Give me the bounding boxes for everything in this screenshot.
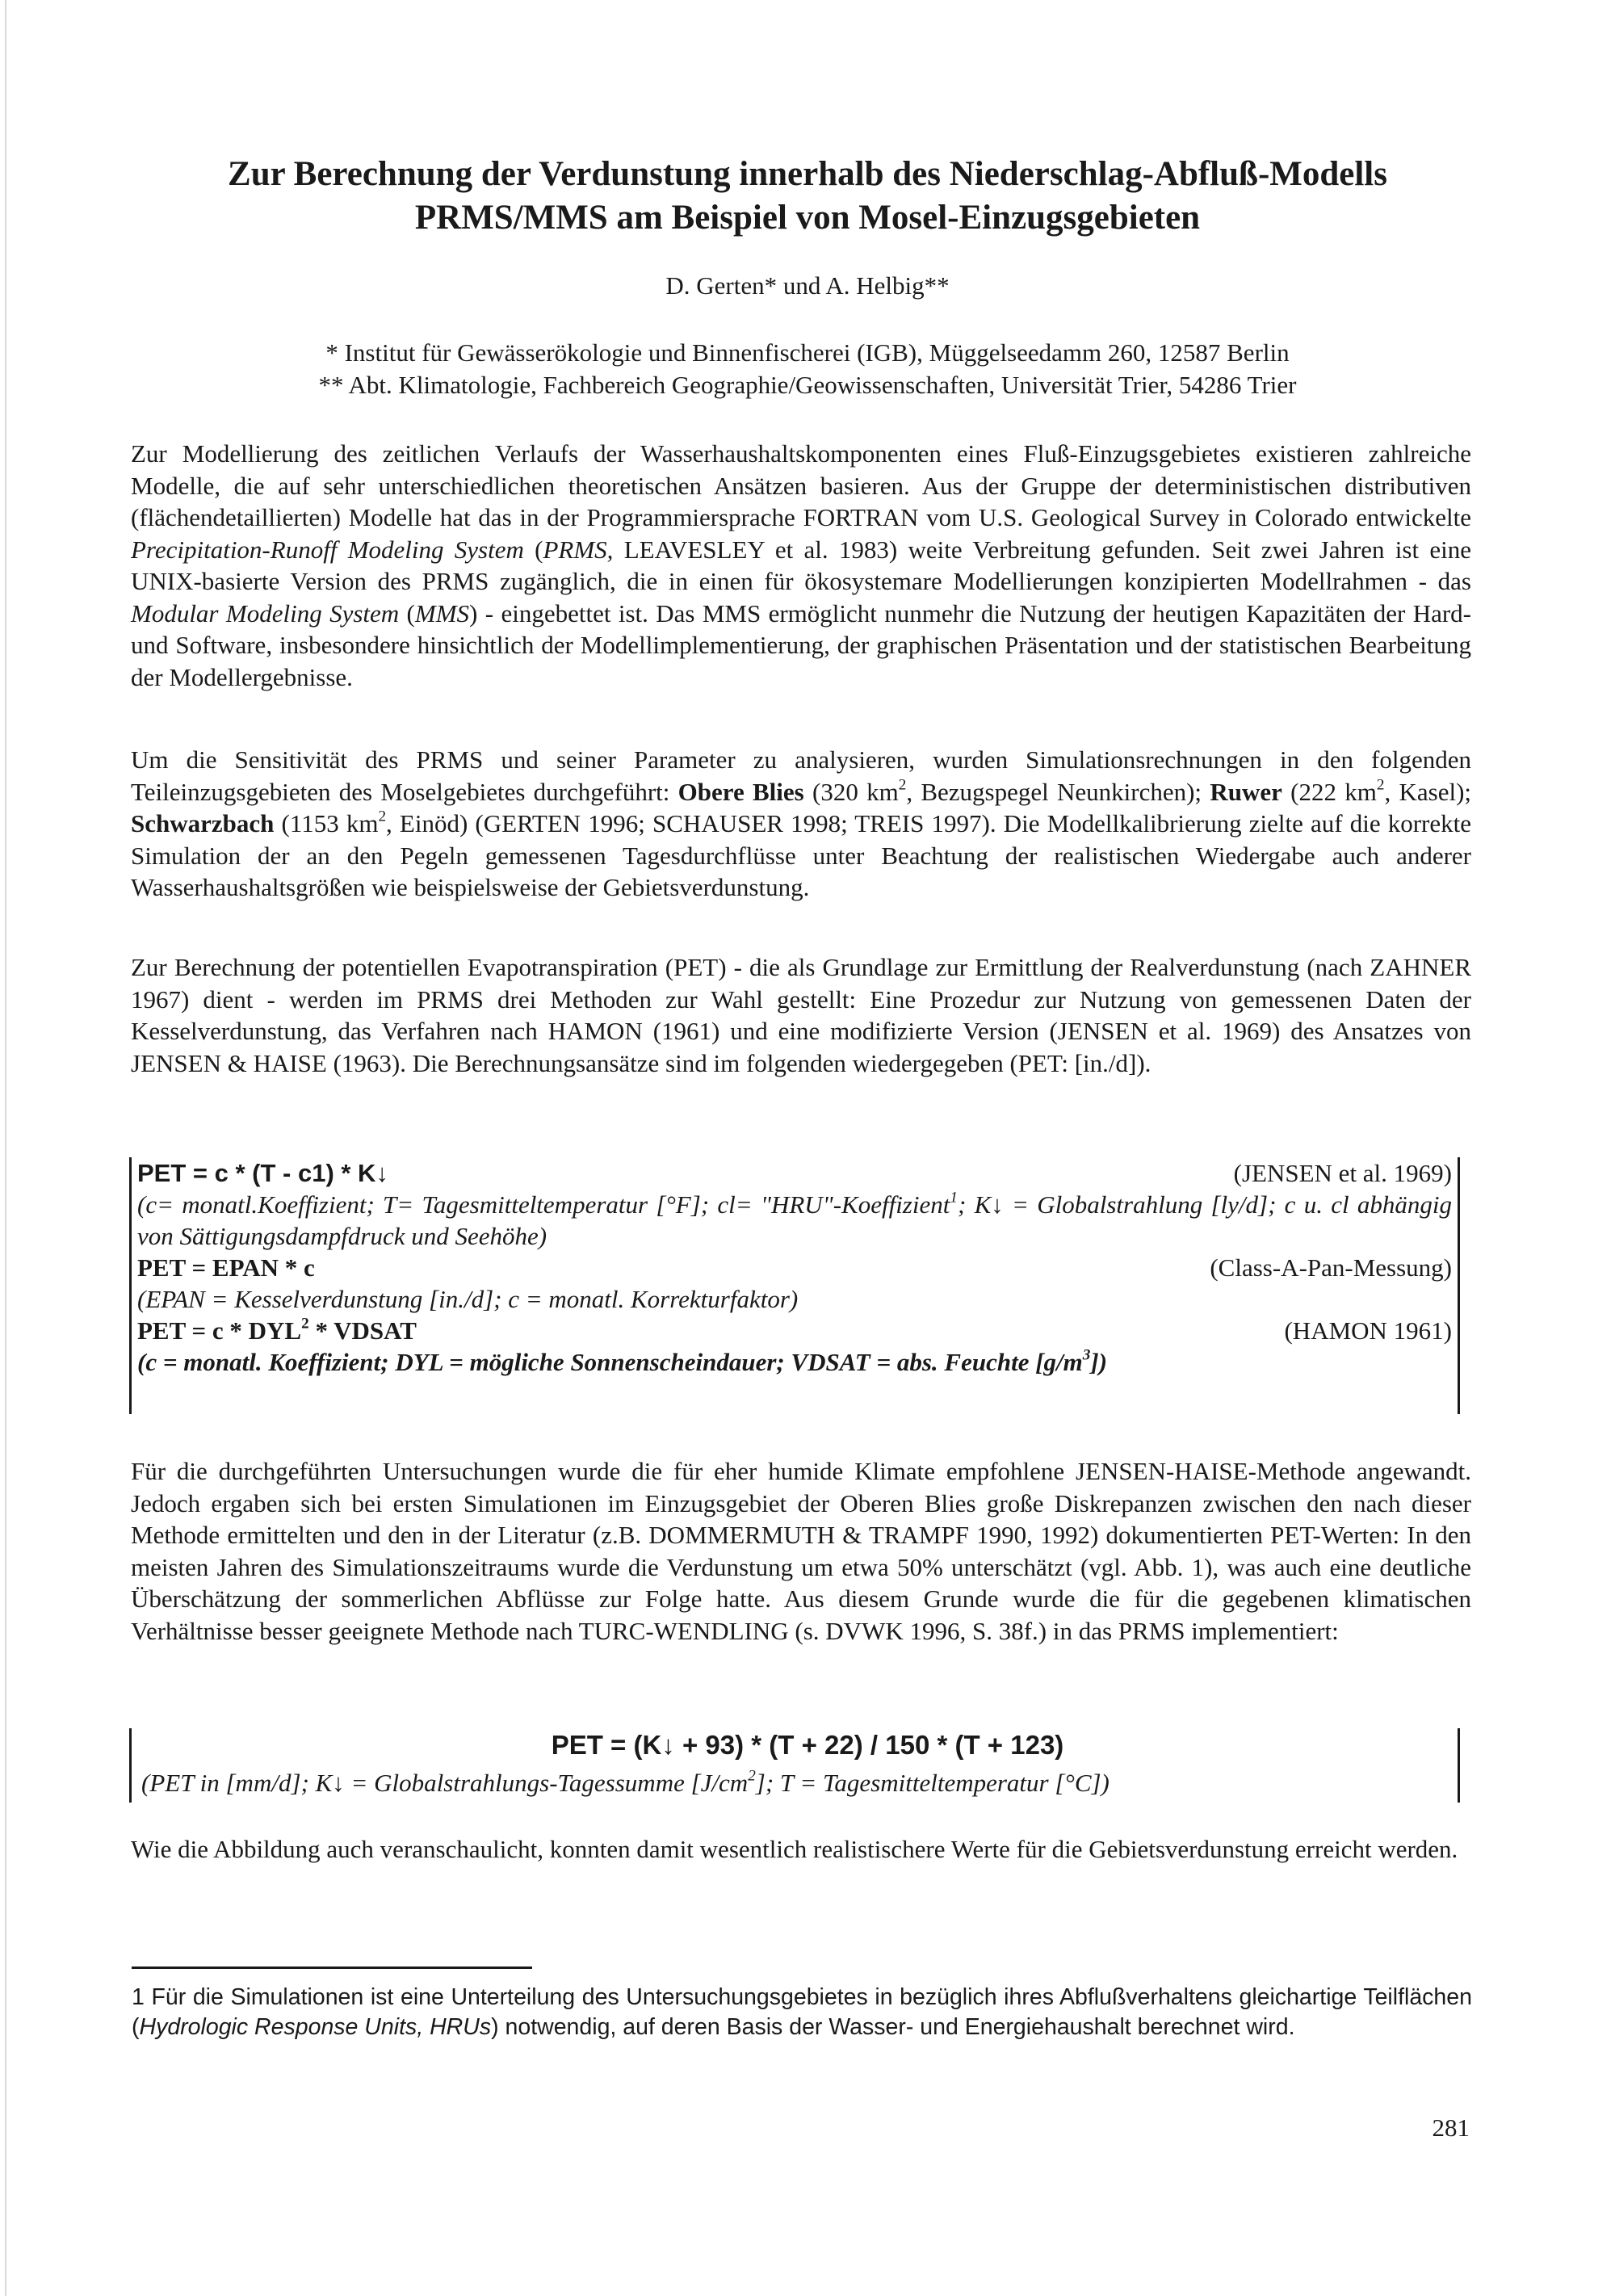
hamon-eq-sup: 2: [301, 1315, 309, 1333]
jensen-note-footnote-marker: 1: [950, 1189, 958, 1207]
paragraph-study-areas: [131, 744, 1471, 904]
p1-prms-name: Precipitation-Runoff Modeling System: [131, 535, 524, 564]
p2-sup-2: 2: [1376, 776, 1385, 794]
paragraph-conclusion: Wie die Abbildung auch veranschaulicht, konnten damit wesentlich realistischere Werte für die Gebietsverdunstung erreicht werden.: [131, 1835, 1458, 1863]
formula-block-right-bar: [1458, 1157, 1460, 1414]
formula-jensen-note: [137, 1189, 1452, 1252]
formula-epan-row: [137, 1252, 1452, 1283]
formula-jensen-row: [137, 1157, 1452, 1189]
p1-text-c: (: [523, 535, 543, 564]
p1-text-a: Zur Modellierung des zeitlichen Verlaufs der Wasserhaushaltskomponenten eines Fluß-Einzugsgebietes existieren zahlreiche Modelle, die auf sehr unterschiedlichen theoretischen Ansätzen basieren. Aus der Gruppe der deterministischen distributiven (flächendetaillierten) Modelle hat das in der Programmiersprache FORTRAN vom U.S. Geological Survey in Colorado entwickelte: [131, 439, 1471, 531]
p1-text-g: (: [399, 598, 415, 628]
formula-turc-wendling: PET = (K↓ + 93) * (T + 22) / 150 * (T + 123): [551, 1730, 1064, 1760]
affiliation-2: ** Abt. Klimatologie, Fachbereich Geographie/Geowissenschaften, Universität Trier, 54286 Trier: [318, 371, 1297, 399]
formula-hamon-ref: (HAMON 1961): [1284, 1316, 1452, 1345]
formula-hamon-row: [137, 1315, 1452, 1346]
formula-epan-note: (EPAN = Kesselverdunstung [in./d]; c = monatl. Korrekturfaktor): [137, 1285, 799, 1313]
formula-hamon: [137, 1315, 417, 1346]
p1-prms-abbr: PRMS,: [543, 535, 614, 564]
formula-jensen: PET = c * (T - c1) * K↓: [137, 1159, 388, 1187]
turc-note-b: ]; T = Tagesmitteltemperatur [°C]): [755, 1769, 1110, 1797]
catchment-schwarzbach: Schwarzbach: [131, 809, 275, 837]
footnote-1: [132, 1983, 1472, 2042]
p1-mms-name: Modular Modeling System: [131, 598, 400, 628]
formula-block: [137, 1157, 1452, 1378]
authors: D. Gerten* und A. Helbig**: [665, 271, 950, 300]
turc-note-sup: 2: [748, 1767, 756, 1785]
affiliation-1: * Institut für Gewässerökologie und Binnenfischerei (IGB), Müggelseedamm 260, 12587 Berlin: [325, 338, 1290, 367]
footnote-separator: [132, 1967, 532, 1969]
p1-text-e: LEAVESLEY et al. 1983) weite Verbreitung gefunden. Seit zwei Jahren ist eine UNIX-basierte Version des PRMS zugänglich, die in einen für ökosystemare Modellierungen konzipierten Modellrahmen - das: [131, 535, 1472, 595]
p2-sup-1: 2: [898, 776, 907, 794]
jensen-note-a: (c= monatl.Koeffizient; T= Tagesmitteltemperatur [°F]; cl= "HRU"-Koeffizient: [137, 1190, 950, 1219]
formula-turc-note: [141, 1767, 1474, 1799]
p2-text-d: , Bezugspegel Neunkirchen);: [906, 777, 1210, 806]
hamon-eq-a: PET = c * DYL: [137, 1316, 302, 1345]
paragraph-turc-rationale: Für die durchgeführten Untersuchungen wurde die für eher humide Klimate empfohlene JENSEN-HAISE-Methode angewandt. Jedoch ergaben sich bei ersten Simulationen im Einzugsgebiet der Oberen Blies große Diskrepanzen zwischen den nach dieser Methode ermittelten und den in der Literatur (z.B. DOMMERMUTH & TRAMPF 1990, 1992) dokumentierten PET-Werten: In den meisten Jahren des Simulationszeitraums wurde die Verdunstung um etwa 50% unterschätzt (vgl. Abb. 1), was auch eine deutliche Überschätzung der sommerlichen Abflüsse zur Folge hatte. Aus diesem Grunde wurde die für die gegebenen klimatischen Verhältnisse besser geeignete Methode nach TURC-WENDLING (s. DVWK 1996, S. 38f.) in das PRMS implementiert:: [131, 1457, 1471, 1645]
paragraph-pet-methods: Zur Berechnung der potentiellen Evapotranspiration (PET) - die als Grundlage zur Ermittlung der Realverdunstung (nach ZAHNER 1967) dient - werden im PRMS drei Methoden zur Wahl gestellt: Eine Prozedur zur Nutzung von gemessenen Daten der Kesselverdunstung, das Verfahren nach HAMON (1961) und eine modifizierte Version (JENSEN et al. 1969) des Ansatzes von JENSEN & HAISE (1963). Die Berechnungsansätze sind im folgenden wiedergegeben (PET: [in./d]).: [131, 953, 1471, 1077]
p2-sup-3: 2: [378, 808, 387, 825]
hamon-note-a: (c = monatl. Koeffizient; DYL = mögliche Sonnenscheindauer; VDSAT = abs. Feuchte [g/m: [137, 1348, 1083, 1376]
page-number: 281: [1432, 2113, 1470, 2142]
turc-note-a: (PET in [mm/d]; K↓ = Globalstrahlungs-Tagessumme [J/cm: [141, 1769, 749, 1797]
hamon-note-b: ]): [1090, 1348, 1108, 1376]
paragraph-intro: [131, 438, 1471, 693]
p2-text-f: (222 km: [1282, 777, 1377, 806]
scan-edge-line: [5, 0, 6, 2296]
p2-text-a: Um die Sensitivität des PRMS und seiner Parameter zu analysieren, wurden Simulationsrechnungen in den folgenden Teileinzugsgebieten des Moselgebietes durchgeführt:: [131, 745, 1471, 806]
p2-text-j: , Einöd) (GERTEN 1996; SCHAUSER 1998; TREIS 1997). Die Modellkalibrierung zielte auf die korrekte Simulation der an den Pegeln gemessenen Tagesdurchflüsse unter Beachtung der realistischen Wiedergabe auch anderer Wasserhaushaltsgrößen wie beispielsweise der Gebietsverdunstung.: [131, 809, 1471, 901]
hamon-eq-b: * VDSAT: [308, 1316, 417, 1345]
catchment-ruwer: Ruwer: [1210, 777, 1282, 806]
hamon-note-sup: 3: [1082, 1346, 1091, 1364]
formula-block-left-bar: [129, 1157, 132, 1414]
footnote-number: 1: [132, 1984, 145, 2010]
formula-jensen-ref: (JENSEN et al. 1969): [1233, 1159, 1452, 1187]
paper-title-line-2: PRMS/MMS am Beispiel von Mosel-Einzugsgebieten: [414, 199, 1201, 237]
footnote-text-a: Für die Simulationen ist eine Unterteilung des Untersuchungsgebietes in bezüglich ihres Abflußverhaltens gleichartige Teilflächen (: [132, 1984, 1472, 2040]
formula-hamon-note: [137, 1346, 1452, 1378]
p2-text-i: (1153 km: [274, 809, 379, 837]
jensen-note-b: ; K↓ = Globalstrahlung [ly/d]; c u. cl abhängig von Sättigungsdampfdruck und Seehöhe): [137, 1190, 1452, 1250]
p2-text-c: (320 km: [803, 777, 899, 806]
catchment-obere-blies: Obere Blies: [677, 777, 804, 806]
footnote-hru-term: Hydrologic Response Units, HRUs: [139, 2014, 492, 2040]
p2-text-g: , Kasel);: [1384, 777, 1472, 806]
footnote-text-c: ) notwendig, auf deren Basis der Wasser- und Energiehaushalt berechnet wird.: [491, 2014, 1295, 2040]
paper-title-line-1: Zur Berechnung der Verdunstung innerhalb des Niederschlag-Abfluß-Modells: [228, 155, 1387, 193]
p1-text-i: ) - eingebettet ist. Das MMS ermöglicht nunmehr die Nutzung der heutigen Kapazitäten der Hard- und Software, insbesondere hinsichtlich der Modellimplementierung, der graphischen Präsentation und der statistischen Bearbeitung der Modellergebnisse.: [131, 598, 1472, 691]
formula-epan-ref: (Class-A-Pan-Messung): [1210, 1253, 1452, 1282]
formula-epan: PET = EPAN * c: [137, 1253, 315, 1282]
turc-block-left-bar: [129, 1728, 132, 1803]
p1-mms-abbr: MMS: [414, 598, 470, 628]
